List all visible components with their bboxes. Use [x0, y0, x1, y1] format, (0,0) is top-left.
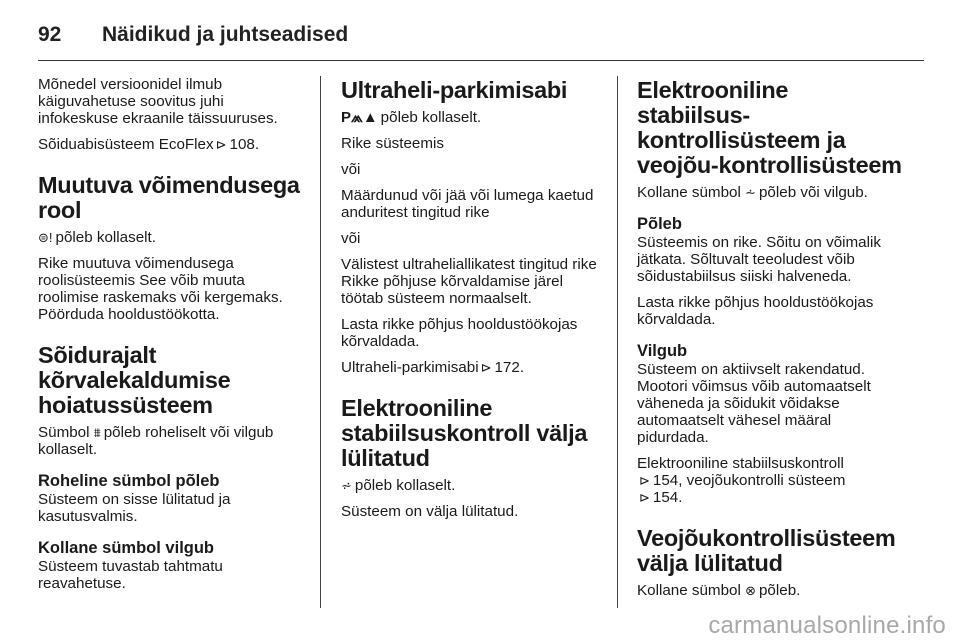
- esc-page-link-2[interactable]: 154.: [652, 489, 683, 506]
- parking-dirt-text: Määrdunud või jää või lumega kaetud anduritest tingitud rike: [341, 187, 594, 221]
- tc-off-body: Kollane sümbol ⊗ põleb.: [637, 582, 801, 599]
- esc-flash-heading: Vilgub: [637, 342, 688, 360]
- esc-off-body: Süsteem on välja lülitatud.: [341, 503, 519, 520]
- parking-page-link[interactable]: 172.: [494, 359, 525, 376]
- xref-arrow-icon: ⊳: [639, 473, 650, 488]
- esc-on-repair: Lasta rikke põhjus hooldustöökojas kõrvaldada.: [637, 294, 874, 328]
- steering-warning-icon: ⊜!: [38, 230, 53, 245]
- steering-body: Rike muutuva võimendusega roolisüsteemis See võib muuta roolimise raskemaks või kergemaks. Pöörduda hooldustöökotta.: [38, 255, 283, 323]
- watermark: carmanualsonline.info: [708, 612, 946, 639]
- page-title: Näidikud ja juhtseadised: [102, 23, 349, 46]
- esc-page-link-1[interactable]: 154, veojõukontrolli süsteem: [652, 472, 846, 489]
- ecoflex-reference: Sõiduabisüsteem EcoFlex ⊳ 108.: [38, 136, 260, 153]
- yellow-symbol-body: Süsteem tuvastab tahtmatu reavahetuse.: [38, 558, 223, 592]
- column-divider-2: [617, 76, 618, 608]
- xref-arrow-icon: ⊳: [480, 360, 492, 375]
- green-symbol-body: Süsteem on sisse lülitatud ja kasutusvalmis.: [38, 491, 231, 525]
- esc-on-body: Süsteemis on rike. Sõitu on võimalik jätkata. Sõltuvalt teeoludest võib sõidustabiilsus siiski halveneda.: [637, 234, 881, 285]
- esc-intro: Kollane sümbol ⩪ põleb või vilgub.: [637, 184, 868, 201]
- parking-or-2: või: [341, 230, 361, 247]
- header-divider: [38, 60, 924, 61]
- esc-references: Elektrooniline stabiilsuskontroll ⊳ 154, veojõukontrolli süsteem ⊳ 154.: [637, 455, 846, 506]
- parking-sensor-icon: P⩕▲: [341, 109, 378, 126]
- lane-departure-body: Sümbol ⩩ põleb roheliselt või vilgub kollaselt.: [38, 424, 274, 458]
- parking-or-1: või: [341, 161, 361, 178]
- xref-arrow-icon: ⊳: [215, 137, 227, 152]
- esc-on-heading: Põleb: [637, 215, 682, 233]
- xref-arrow-icon: ⊳: [639, 490, 650, 505]
- intro-paragraph: Mõnedel versioonidel ilmub käiguvahetuse soovitus juhi infokeskuse ekraanile täissuuruses.: [38, 76, 278, 127]
- column-2: [341, 76, 603, 529]
- column-3: [637, 76, 907, 608]
- esc-flash-body: Süsteem on aktiivselt rakendatud. Mootori võimsus võib automaatselt väheneda ja sõidukit võidakse automaatselt vähesel määral pidurdada.: [637, 361, 871, 446]
- parking-assist-heading: Ultraheli-parkimisabi: [341, 77, 568, 103]
- esc-icon: ⩪: [745, 185, 756, 200]
- lane-departure-icon: ⩩: [93, 425, 101, 440]
- steering-symbol-line: ⊜! põleb kollaselt.: [38, 229, 156, 246]
- tc-off-heading: Veojõukontrollisüsteem välja lülitatud: [637, 525, 896, 576]
- parking-reference: Ultraheli-parkimisabi ⊳ 172.: [341, 359, 525, 376]
- column-1: [38, 76, 300, 601]
- steering-heading: Muutuva võimendusega rool: [38, 172, 300, 223]
- lane-departure-heading: Sõidurajalt kõrvalekaldumise hoiatussüsteem: [38, 342, 231, 418]
- esc-tc-heading: Elektrooniline stabiilsus-kontrollisüsteem ja veojõu-kontrollisüsteem: [637, 77, 902, 178]
- page-header: [38, 20, 348, 50]
- parking-fault-text: Rike süsteemis: [341, 135, 444, 152]
- parking-repair-text: Lasta rikke põhjus hooldustöökojas kõrvaldada.: [341, 316, 578, 350]
- ecoflex-page-link[interactable]: 108.: [229, 136, 260, 153]
- traction-off-icon: ⊗: [745, 583, 756, 598]
- esc-off-icon: ⩫: [341, 478, 352, 493]
- column-divider-1: [320, 76, 321, 608]
- yellow-symbol-heading: Kollane sümbol vilgub: [38, 539, 215, 557]
- esc-off-symbol-line: ⩫ põleb kollaselt.: [341, 477, 456, 494]
- parking-interference-text: Välistest ultraheliallikatest tingitud rike Rikke põhjuse kõrvaldamise järel töötab süsteem normaalselt.: [341, 256, 597, 307]
- esc-off-heading: Elektrooniline stabiilsuskontroll välja lülitatud: [341, 395, 588, 471]
- page-number: 92: [38, 23, 62, 46]
- green-symbol-heading: Roheline sümbol põleb: [38, 472, 220, 490]
- parking-symbol-line: P⩕▲ põleb kollaselt.: [341, 109, 482, 126]
